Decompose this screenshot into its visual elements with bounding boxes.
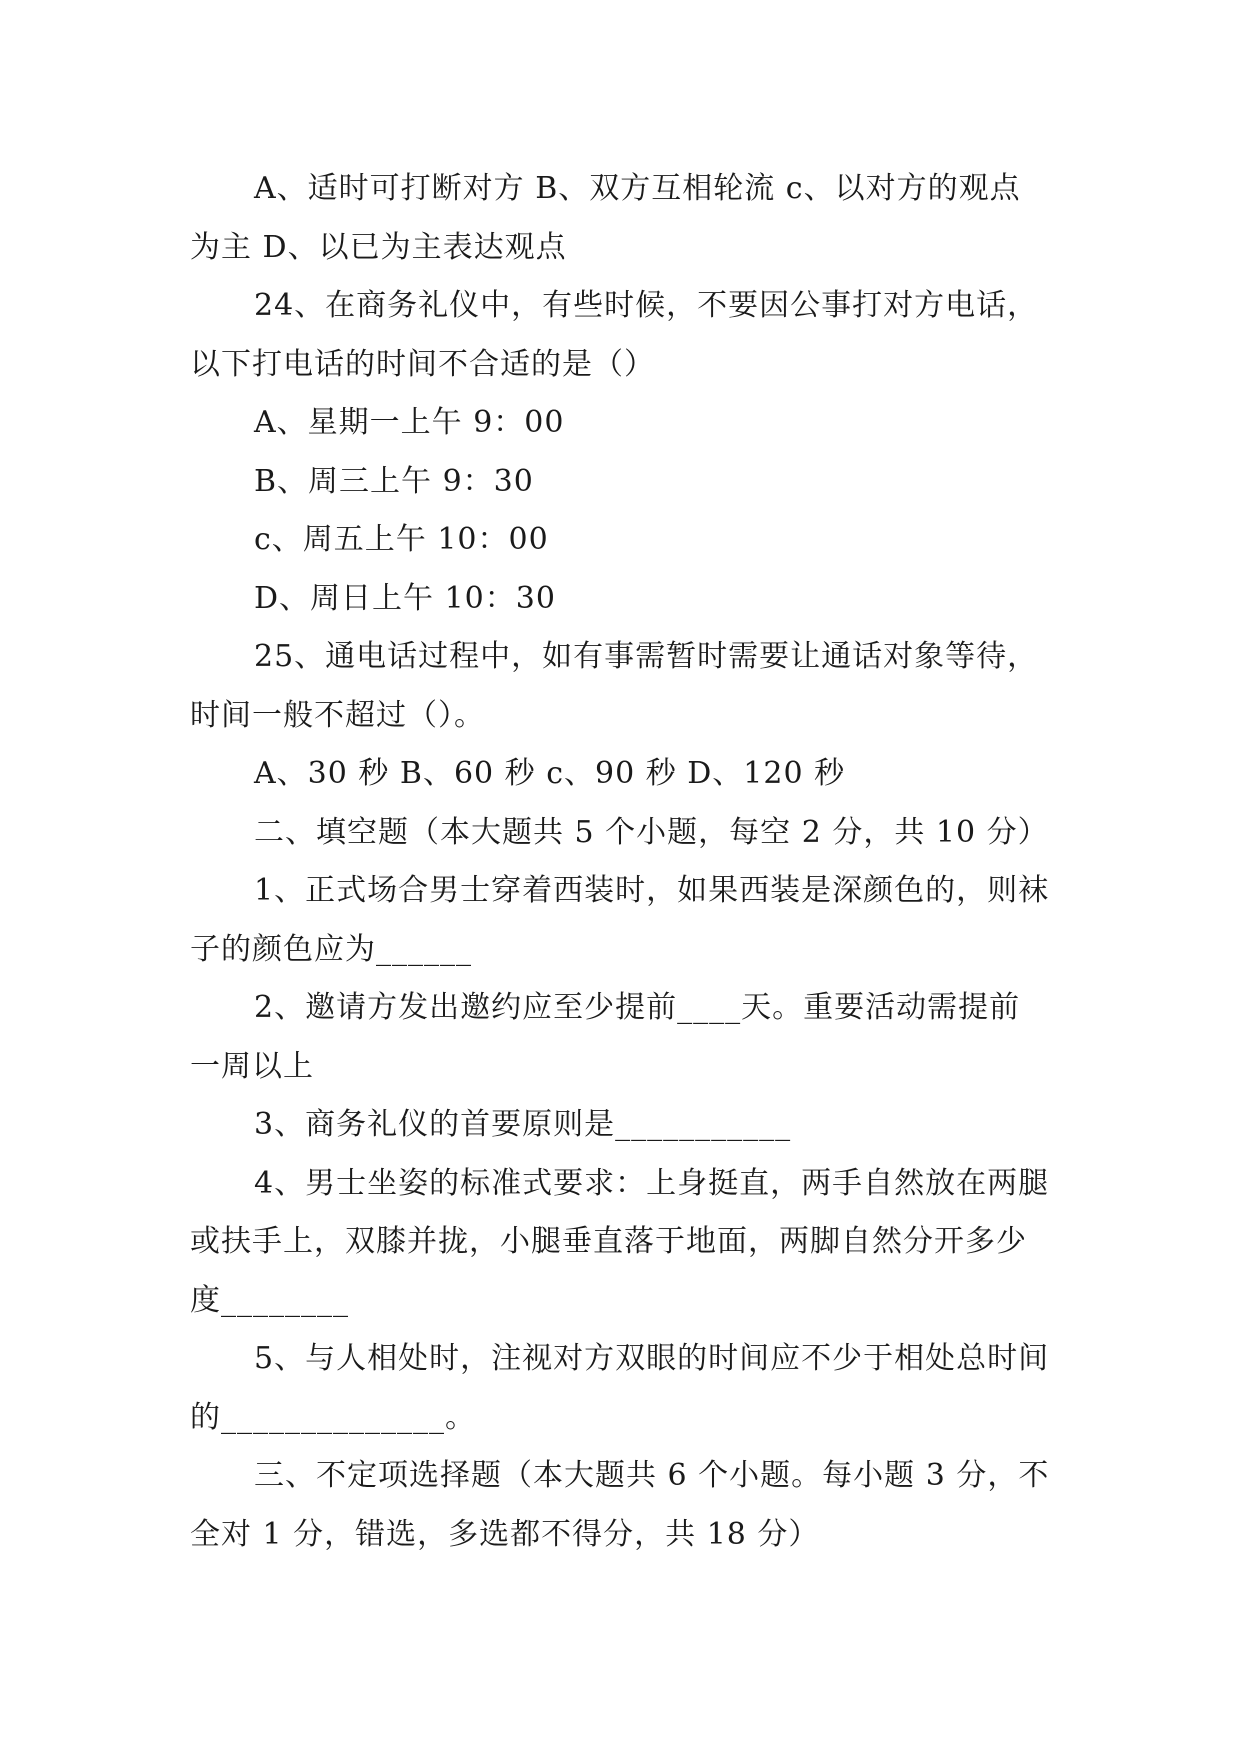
section-3-heading: 三、不定项选择题（本大题共 6 个小题。每小题 3 分，不全对 1 分，错选，多选都不得分，共 18 分）	[190, 1458, 1050, 1552]
question-24-stem: 24、在商务礼仪中，有些时候，不要因公事打对方电话，以下打电话的时间不合适的是（）	[190, 288, 1039, 382]
question-25-options: A、30 秒 B、60 秒 c、90 秒 D、120 秒	[254, 756, 846, 791]
question-24-option-d: D、周日上午 10：30	[254, 580, 556, 616]
document-body	[190, 160, 1050, 1564]
question-24-option-b: B、周三上午 9：30	[254, 463, 534, 499]
section-2-heading: 二、填空题（本大题共 5 个小题，每空 2 分，共 10 分）	[254, 814, 1049, 850]
fill-blank-3: 3、商务礼仪的首要原则是___________	[254, 1107, 792, 1142]
fill-blank-1: 1、正式场合男士穿着西装时，如果西装是深颜色的，则袜子的颜色应为______	[190, 873, 1050, 967]
fill-blank-4: 4、男士坐姿的标准式要求：上身挺直，两手自然放在两腿或扶手上，双膝并拢，小腿垂直落于地面，两脚自然分开多少度________	[190, 1165, 1050, 1318]
question-24-option-c: c、周五上午 10：00	[254, 522, 549, 557]
question-25-stem: 25、通电话过程中，如有事需暂时需要让通话对象等待，时间一般不超过（）。	[190, 639, 1039, 733]
fill-blank-5: 5、与人相处时，注视对方双眼的时间应不少于相处总时间的______________。	[190, 1341, 1050, 1435]
fill-blank-2: 2、邀请方发出邀约应至少提前____天。重要活动需提前一周以上	[190, 990, 1021, 1084]
question-24-option-a: A、星期一上午 9：00	[254, 405, 565, 440]
question-23-options: A、适时可打断对方 B、双方互相轮流 c、以对方的观点为主 D、以已为主表达观点	[190, 171, 1021, 265]
